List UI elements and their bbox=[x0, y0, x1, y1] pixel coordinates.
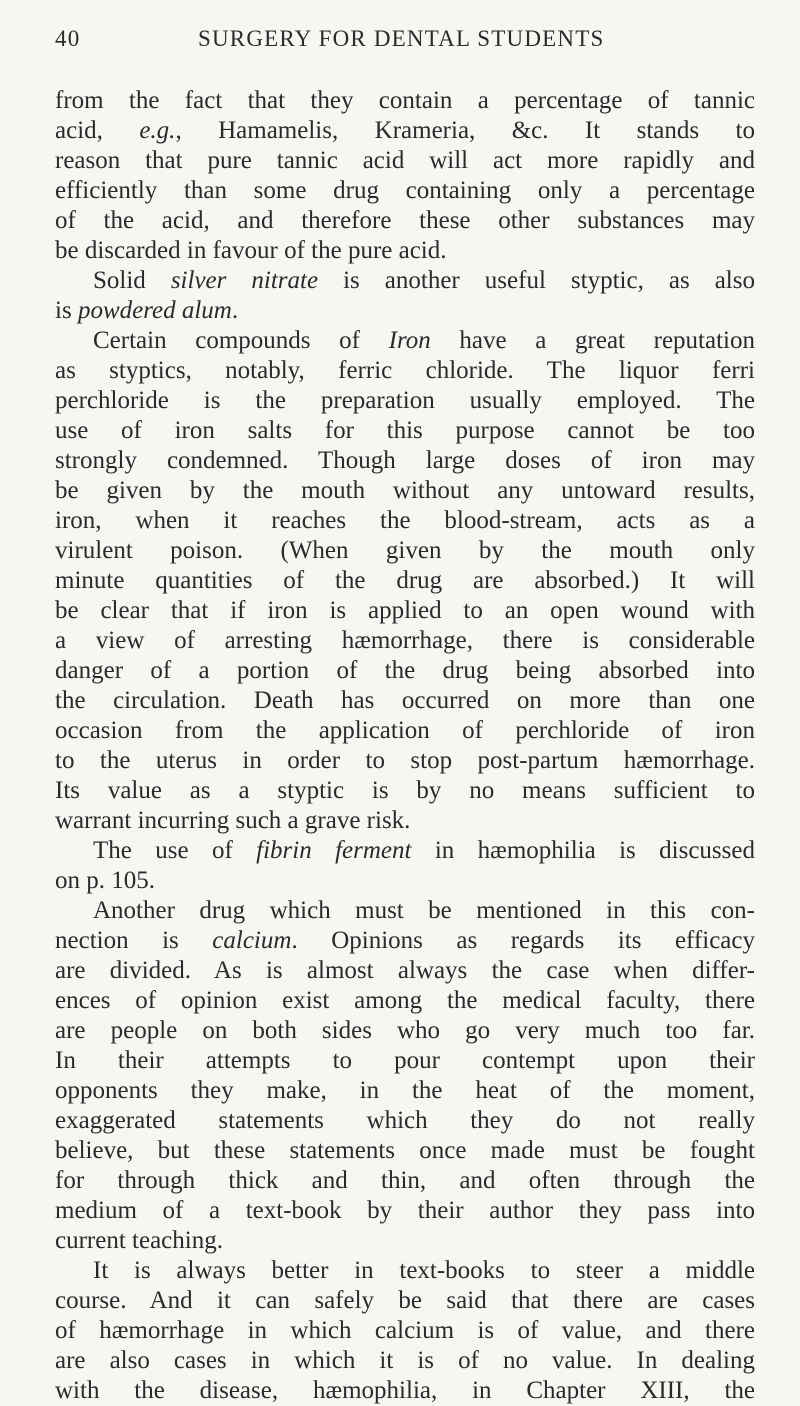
text-line bbox=[55, 1166, 755, 1196]
text-line bbox=[55, 296, 755, 326]
text-run: , Hamamelis, Krameria, &c. It stands to bbox=[175, 117, 756, 144]
text-line bbox=[55, 536, 755, 566]
text-line bbox=[55, 986, 755, 1016]
body-text bbox=[55, 86, 755, 1406]
running-head bbox=[55, 26, 755, 66]
text-run: course. And it can safely be said that there are cases bbox=[55, 1287, 755, 1314]
text-line bbox=[55, 1226, 755, 1256]
text-run: of hæmorrhage in which calcium is of value, and there bbox=[55, 1317, 755, 1344]
text-run: medium of a text-book by their author they pass into bbox=[55, 1197, 755, 1224]
text-run: . bbox=[231, 297, 239, 324]
text-line bbox=[55, 896, 755, 926]
text-line bbox=[55, 716, 755, 746]
text-line bbox=[55, 1106, 755, 1136]
text-line bbox=[55, 806, 755, 836]
text-run: for through thick and thin, and often through the bbox=[55, 1167, 755, 1194]
paragraph bbox=[55, 1256, 755, 1406]
text-run: are also cases in which it is of no value. In dealing bbox=[55, 1347, 755, 1374]
text-run: a view of arresting hæmorrhage, there is considerable bbox=[55, 627, 755, 654]
text-run: Another drug which must be mentioned in this con- bbox=[93, 897, 755, 924]
text-run: . Opinions as regards its efficacy bbox=[291, 927, 755, 954]
text-run: are people on both sides who go very much too far. bbox=[55, 1017, 755, 1044]
text-line bbox=[55, 356, 755, 386]
text-run: exaggerated statements which they do not really bbox=[55, 1107, 755, 1134]
text-line bbox=[55, 1076, 755, 1106]
text-run: Solid bbox=[93, 267, 171, 294]
text-line bbox=[55, 596, 755, 626]
text-line bbox=[55, 1196, 755, 1226]
text-run: is another useful styptic, as also bbox=[318, 267, 755, 294]
text-line bbox=[55, 866, 755, 896]
text-run: acid, bbox=[55, 117, 140, 144]
text-line bbox=[55, 86, 755, 116]
text-run: perchloride is the preparation usually employed. The bbox=[55, 387, 755, 414]
text-line bbox=[55, 686, 755, 716]
text-run: are divided. As is almost always the case when differ- bbox=[55, 957, 755, 984]
italic-text: Iron bbox=[388, 327, 431, 354]
text-line bbox=[55, 116, 755, 146]
text-run: It is always better in text-books to steer a middle bbox=[93, 1257, 755, 1284]
text-line bbox=[55, 566, 755, 596]
text-line bbox=[55, 776, 755, 806]
text-line bbox=[55, 506, 755, 536]
text-run: as styptics, notably, ferric chloride. The liquor ferri bbox=[55, 357, 755, 384]
text-run: current teaching. bbox=[55, 1227, 223, 1254]
text-run: the circulation. Death has occurred on more than one bbox=[55, 687, 755, 714]
running-title: SURGERY FOR DENTAL STUDENTS bbox=[198, 26, 605, 51]
text-line bbox=[55, 446, 755, 476]
text-line bbox=[55, 656, 755, 686]
italic-text: e.g. bbox=[139, 117, 176, 144]
text-run: occasion from the application of perchloride of iron bbox=[55, 717, 755, 744]
text-run: ences of opinion exist among the medical faculty, there bbox=[55, 987, 755, 1014]
text-run: warrant incurring such a grave risk. bbox=[55, 807, 411, 834]
italic-text: silver nitrate bbox=[170, 267, 319, 294]
italic-text: calcium bbox=[212, 927, 292, 954]
page-number: 40 bbox=[55, 26, 81, 51]
text-run: Certain compounds of bbox=[93, 327, 389, 354]
text-run: be clear that if iron is applied to an open wound with bbox=[55, 597, 755, 624]
text-line bbox=[55, 236, 755, 266]
text-line bbox=[55, 1316, 755, 1346]
text-line bbox=[55, 266, 755, 296]
text-line bbox=[55, 206, 755, 236]
paragraph bbox=[55, 836, 755, 896]
text-line bbox=[55, 386, 755, 416]
text-line bbox=[55, 1256, 755, 1286]
text-line bbox=[55, 1016, 755, 1046]
text-run: danger of a portion of the drug being absorbed into bbox=[55, 657, 755, 684]
text-line bbox=[55, 626, 755, 656]
text-line bbox=[55, 926, 755, 956]
paragraph bbox=[55, 86, 755, 266]
text-line bbox=[55, 476, 755, 506]
text-run: opponents they make, in the heat of the moment, bbox=[55, 1077, 755, 1104]
text-run: in hæmophilia is discussed bbox=[411, 837, 755, 864]
paragraph bbox=[55, 266, 755, 326]
text-run: reason that pure tannic acid will act more rapidly and bbox=[55, 147, 755, 174]
text-run: be given by the mouth without any untoward results, bbox=[55, 477, 755, 504]
text-line bbox=[55, 956, 755, 986]
text-run: to the uterus in order to stop post-partum hæmorrhage. bbox=[55, 747, 755, 774]
text-run: The use of bbox=[93, 837, 257, 864]
text-run: nection is bbox=[55, 927, 213, 954]
text-run: In their attempts to pour contempt upon their bbox=[55, 1047, 755, 1074]
text-run: from the fact that they contain a percentage of tannic bbox=[55, 87, 755, 114]
text-run: with the disease, hæmophilia, in Chapter XIII, the bbox=[55, 1377, 755, 1404]
text-line bbox=[55, 1046, 755, 1076]
text-run: Its value as a styptic is by no means sufficient to bbox=[55, 777, 755, 804]
text-run: believe, but these statements once made must be fought bbox=[55, 1137, 755, 1164]
paragraph bbox=[55, 326, 755, 836]
text-run: efficiently than some drug containing only a percentage bbox=[55, 177, 755, 204]
text-line bbox=[55, 1346, 755, 1376]
text-run: minute quantities of the drug are absorbed.) It will bbox=[55, 567, 755, 594]
text-line bbox=[55, 326, 755, 356]
text-run: on p. 105. bbox=[55, 867, 155, 894]
text-run: be discarded in favour of the pure acid. bbox=[55, 237, 447, 264]
text-run: of the acid, and therefore these other substances may bbox=[55, 207, 755, 234]
paragraph bbox=[55, 896, 755, 1256]
text-line bbox=[55, 1136, 755, 1166]
text-run: is bbox=[55, 297, 78, 324]
text-line bbox=[55, 746, 755, 776]
text-run: have a great reputation bbox=[430, 327, 755, 354]
text-run: iron, when it reaches the blood-stream, acts as a bbox=[55, 507, 755, 534]
text-line bbox=[55, 146, 755, 176]
text-run: virulent poison. (When given by the mouth only bbox=[55, 537, 755, 564]
text-line bbox=[55, 1286, 755, 1316]
text-run: strongly condemned. Though large doses of iron may bbox=[55, 447, 755, 474]
text-run: use of iron salts for this purpose cannot be too bbox=[55, 417, 755, 444]
text-line bbox=[55, 836, 755, 866]
italic-text: powdered alum bbox=[77, 297, 232, 324]
text-line bbox=[55, 416, 755, 446]
italic-text: fibrin ferment bbox=[256, 837, 412, 864]
text-line bbox=[55, 176, 755, 206]
text-line bbox=[55, 1376, 755, 1406]
